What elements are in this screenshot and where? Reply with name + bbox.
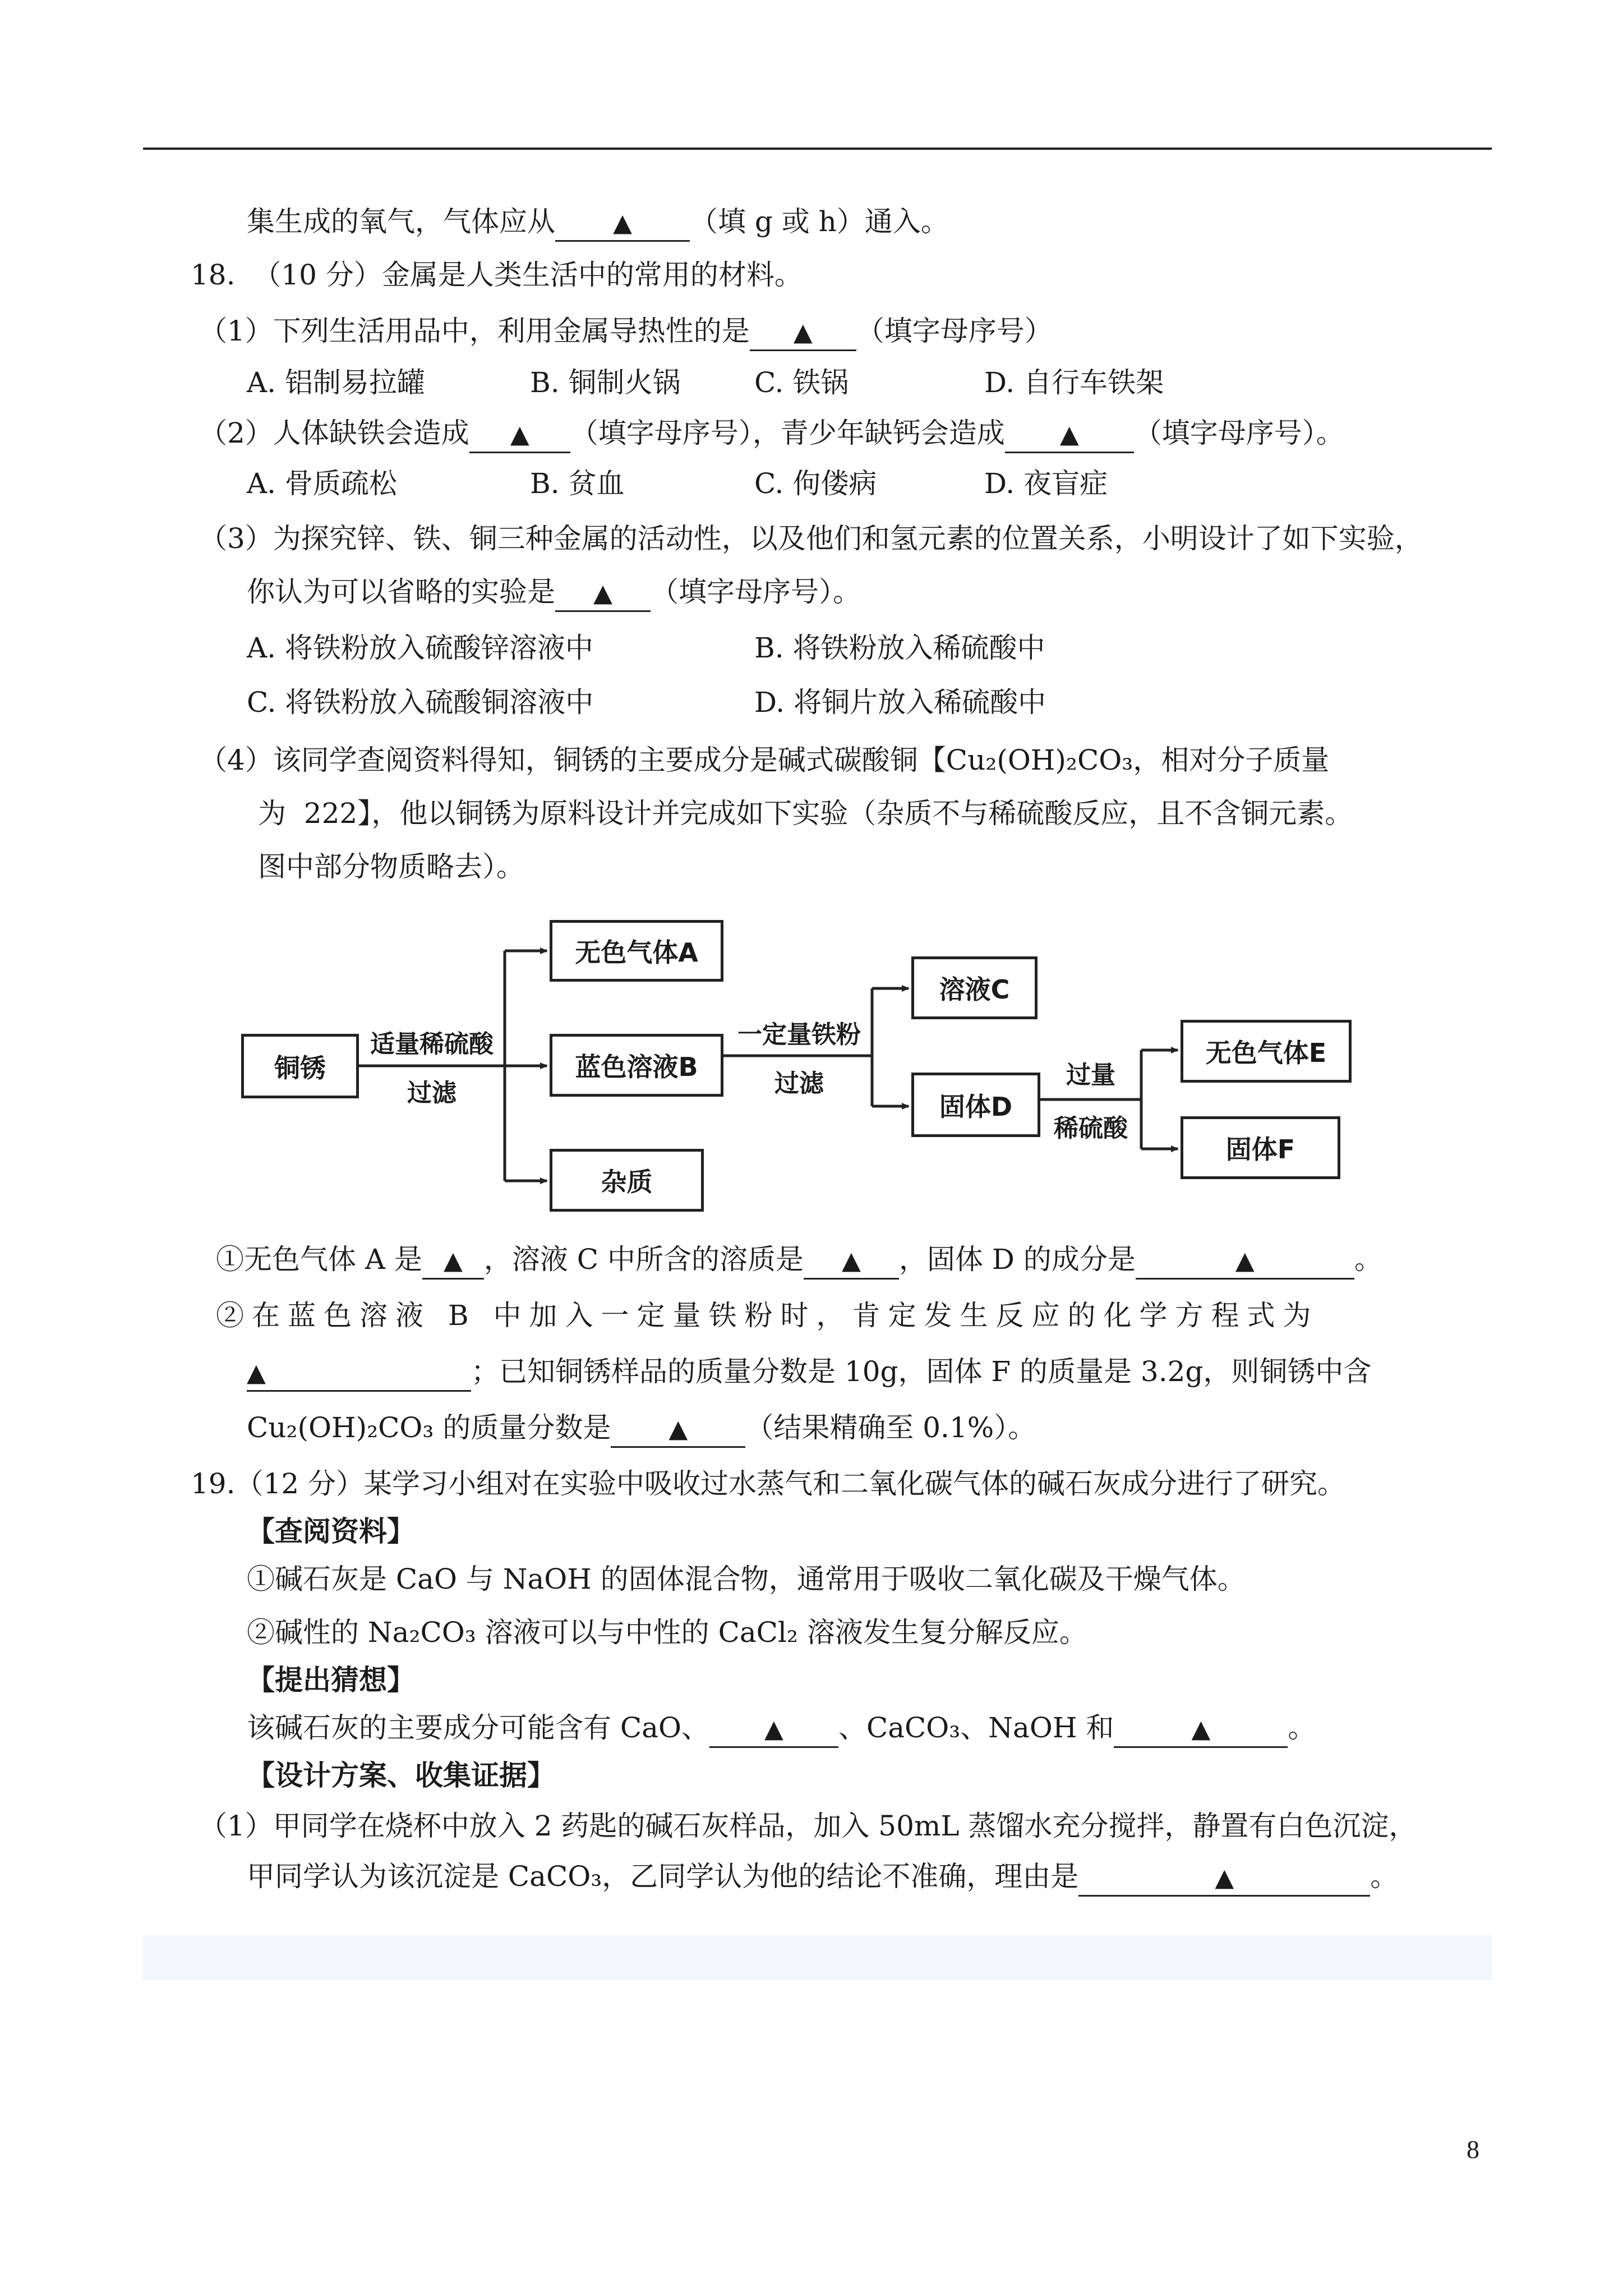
subq2-b: ；已知铜锈样品的质量分数是 10g，固体 F 的质量是 3.2g，则铜锈中含 [471,1355,1372,1388]
triangle-marker: ▲ [1235,1246,1255,1275]
edge-label-iron: 一定量铁粉 [737,1020,861,1049]
subq1-c: ，固体 D 的成分是 [898,1243,1136,1276]
part1-tail: （填字母序号） [856,315,1053,347]
part1-option-d: D. 自行车铁架 [984,366,1164,399]
section-caixiang: 【提出猜想】 [247,1663,415,1696]
design-1-line1: （1）甲同学在烧杯中放入 2 药匙的碱石灰样品，加入 50mL 蒸馏水充分搅拌，静置有白色沉淀， [199,1810,1417,1842]
part3-option-c: C. 将铁粉放入硫酸铜溶液中 [247,686,594,719]
subq-2-line1: ②在蓝色溶液 B 中加入一定量铁粉时，肯定发生反应的化学方程式为 [216,1299,1319,1332]
answer-blank [1114,1711,1288,1748]
subq2-c: Cu₂(OH)₂CO₃ 的质量分数是 [247,1411,611,1444]
part2-question: （2）人体缺铁会造成 [199,417,469,449]
edge-label-filter: 过滤 [407,1079,457,1107]
edge-label-filter-2: 过滤 [774,1069,824,1098]
triangle-marker: ▲ [668,1415,688,1443]
edge-label-dilute-acid: 稀硫酸 [1054,1114,1128,1143]
page-number: 8 [1467,2135,1479,2164]
answer-blank [804,1243,899,1280]
triangle-marker: ▲ [793,318,813,347]
answer-blank [1136,1243,1354,1280]
triangle-marker: ▲ [1215,1864,1234,1892]
part2-option-b: B. 贫血 [530,467,625,500]
subq-2-line3 [247,1411,1036,1448]
line1-text: 集生成的氧气，气体应从 [247,205,555,238]
ref-2: ②碱性的 Na₂CO₃ 溶液可以与中性的 CaCl₂ 溶液发生复分解反应。 [247,1616,1087,1649]
q18-part4-line2: 为 222】，他以铜锈为原料设计并完成如下实验（杂质不与稀硫酸反应，且不含铜元素。 [258,797,1353,830]
part2-option-d: D. 夜盲症 [984,467,1108,500]
ref-1: ①碱石灰是 CaO 与 NaOH 的固体混合物，通常用于吸收二氧化碳及干燥气体。 [247,1563,1246,1595]
guess-line [247,1711,1316,1748]
node-gas-e: 无色气体E [1181,1020,1352,1083]
design-1-line2 [247,1860,1398,1897]
triangle-marker: ▲ [1059,420,1079,449]
part2-option-a: A. 骨质疏松 [247,467,397,500]
q18-part4-line3: 图中部分物质略去）。 [258,850,524,883]
triangle-marker: ▲ [593,579,612,608]
part3-option-a: A. 将铁粉放入硫酸锌溶液中 [247,632,593,664]
part3-question: 你认为可以省略的实验是 [247,576,555,608]
node-gas-a: 无色气体A [550,920,723,982]
part1-question: （1）下列生活用品中，利用金属导热性的是 [199,315,750,347]
answer-blank [422,1243,484,1280]
section-sheji: 【设计方案、收集证据】 [247,1759,555,1792]
node-zazhi: 杂质 [550,1149,704,1212]
q18-heading: 18. （10 分）金属是人类生活中的常用的材料。 [191,259,803,291]
subq2-d: （结果精确至 0.1%）。 [745,1411,1036,1444]
edge-label-acid: 适量稀硫酸 [370,1030,494,1059]
triangle-marker: ▲ [247,1359,266,1387]
node-solution-b: 蓝色溶液B [550,1034,723,1097]
line1-tail: （填 g 或 h）通入。 [690,205,949,238]
subq1-d: 。 [1354,1243,1382,1276]
node-solution-c: 溶液C [911,956,1038,1019]
answer-blank [1078,1860,1370,1897]
part2-option-c: C. 佝偻病 [754,467,877,500]
part2-middle: （填字母序号），青少年缺钙会造成 [570,417,1005,449]
q18-part3-line1: （3）为探究锌、铁、铜三种金属的活动性，以及他们和氢元素的位置关系，小明设计了如下实验， [199,522,1423,555]
guess-b: 、CaCO₃、NaOH 和 [838,1711,1114,1744]
guess-c: 。 [1288,1711,1316,1744]
node-solid-d: 固体D [911,1073,1040,1137]
subq-1 [216,1243,1382,1280]
q18-part4-line1: （4）该同学查阅资料得知，铜锈的主要成分是碱式碳酸铜【Cu₂(OH)₂CO₃，相对分子质量 [199,744,1330,776]
q19-heading: 19.（12 分）某学习小组对在实验中吸收过水蒸气和二氧化碳气体的碱石灰成分进行了研究。 [191,1467,1346,1500]
triangle-marker: ▲ [1191,1715,1211,1743]
part1-option-a: A. 铝制易拉罐 [247,366,425,399]
part1-option-c: C. 铁锅 [754,366,849,399]
scan-shading [143,1935,1492,1980]
subq1-b: ，溶液 C 中所含的溶质是 [483,1243,804,1276]
design-text: 甲同学认为该沉淀是 CaCO₃，乙同学认为他的结论不准确，理由是 [247,1860,1079,1893]
part1-option-b: B. 铜制火锅 [530,366,681,399]
answer-blank [247,1355,471,1392]
triangle-marker: ▲ [613,209,632,237]
guess-a: 该碱石灰的主要成分可能含有 CaO、 [247,1711,709,1744]
design-tail: 。 [1370,1860,1399,1893]
part3-tail: （填字母序号）。 [651,576,861,608]
node-tonglu: 铜锈 [241,1034,359,1098]
triangle-marker: ▲ [443,1246,463,1275]
part3-option-b: B. 将铁粉放入稀硫酸中 [754,632,1045,664]
part2-tail: （填字母序号）。 [1133,417,1344,449]
triangle-marker: ▲ [842,1246,861,1275]
subq1-a: ①无色气体 A 是 [216,1243,422,1276]
part3-option-d: D. 将铜片放入稀硫酸中 [754,686,1046,719]
subq-2-line2 [247,1355,1371,1392]
answer-blank [611,1411,745,1448]
node-solid-f: 固体F [1181,1116,1340,1179]
edge-label-excess: 过量 [1066,1061,1115,1089]
triangle-marker: ▲ [764,1715,783,1743]
section-chayue: 【查阅资料】 [247,1515,415,1548]
triangle-marker: ▲ [510,420,529,449]
answer-blank [709,1711,838,1748]
